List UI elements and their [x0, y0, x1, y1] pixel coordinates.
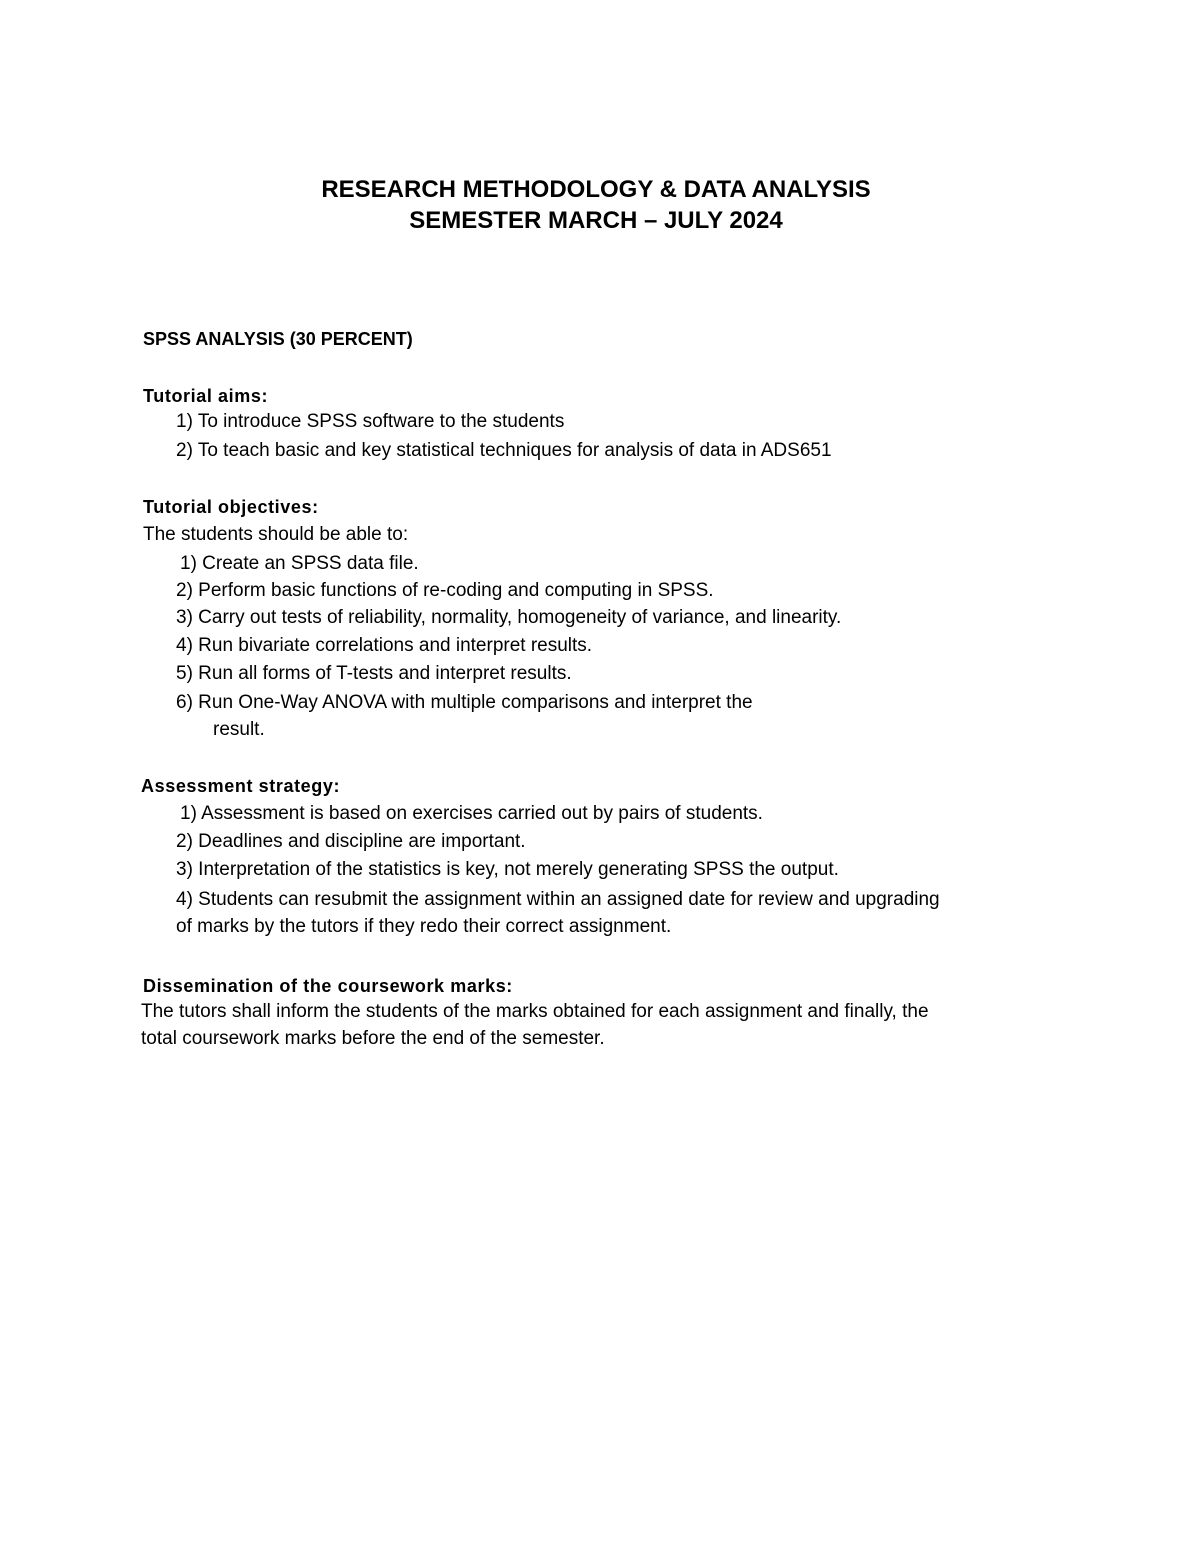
assessment-item: 4) Students can resubmit the assignment within an assigned date for review and upgrading: [176, 889, 940, 910]
assessment-item-continuation: of marks by the tutors if they redo their correct assignment.: [176, 916, 672, 937]
document-title-line-1: RESEARCH METHODOLOGY & DATA ANALYSIS: [321, 176, 871, 203]
tutorial-objectives-intro: The students should be able to:: [143, 524, 409, 545]
dissemination-heading: Dissemination of the coursework marks:: [143, 976, 513, 996]
assessment-strategy-heading: Assessment strategy:: [141, 776, 341, 796]
tutorial-aims-heading: Tutorial aims:: [143, 386, 269, 406]
objective-item: 1) Create an SPSS data file.: [180, 553, 419, 574]
assessment-item: 3) Interpretation of the statistics is key, not merely generating SPSS the output.: [176, 859, 839, 880]
tutorial-aim-item: 1) To introduce SPSS software to the students: [176, 411, 565, 432]
objective-item: 6) Run One-Way ANOVA with multiple comparisons and interpret the: [176, 692, 753, 713]
dissemination-text-line: The tutors shall inform the students of the marks obtained for each assignment and finally, the: [141, 1001, 929, 1022]
objective-item: 2) Perform basic functions of re-coding and computing in SPSS.: [176, 580, 714, 601]
document-title-line-2: SEMESTER MARCH – JULY 2024: [409, 207, 783, 234]
section-heading-spss-analysis: SPSS ANALYSIS (30 PERCENT): [143, 329, 413, 349]
assessment-item: 1) Assessment is based on exercises carried out by pairs of students.: [180, 803, 763, 824]
objective-item: 5) Run all forms of T-tests and interpret results.: [176, 663, 572, 684]
objective-item-continuation: result.: [213, 719, 265, 740]
objective-item: 4) Run bivariate correlations and interpret results.: [176, 635, 593, 656]
dissemination-text-line: total coursework marks before the end of the semester.: [141, 1028, 605, 1049]
assessment-item: 2) Deadlines and discipline are important.: [176, 831, 526, 852]
tutorial-objectives-heading: Tutorial objectives:: [143, 497, 319, 517]
tutorial-aim-item: 2) To teach basic and key statistical techniques for analysis of data in ADS651: [176, 440, 832, 461]
objective-item: 3) Carry out tests of reliability, normality, homogeneity of variance, and linearity.: [176, 607, 842, 628]
